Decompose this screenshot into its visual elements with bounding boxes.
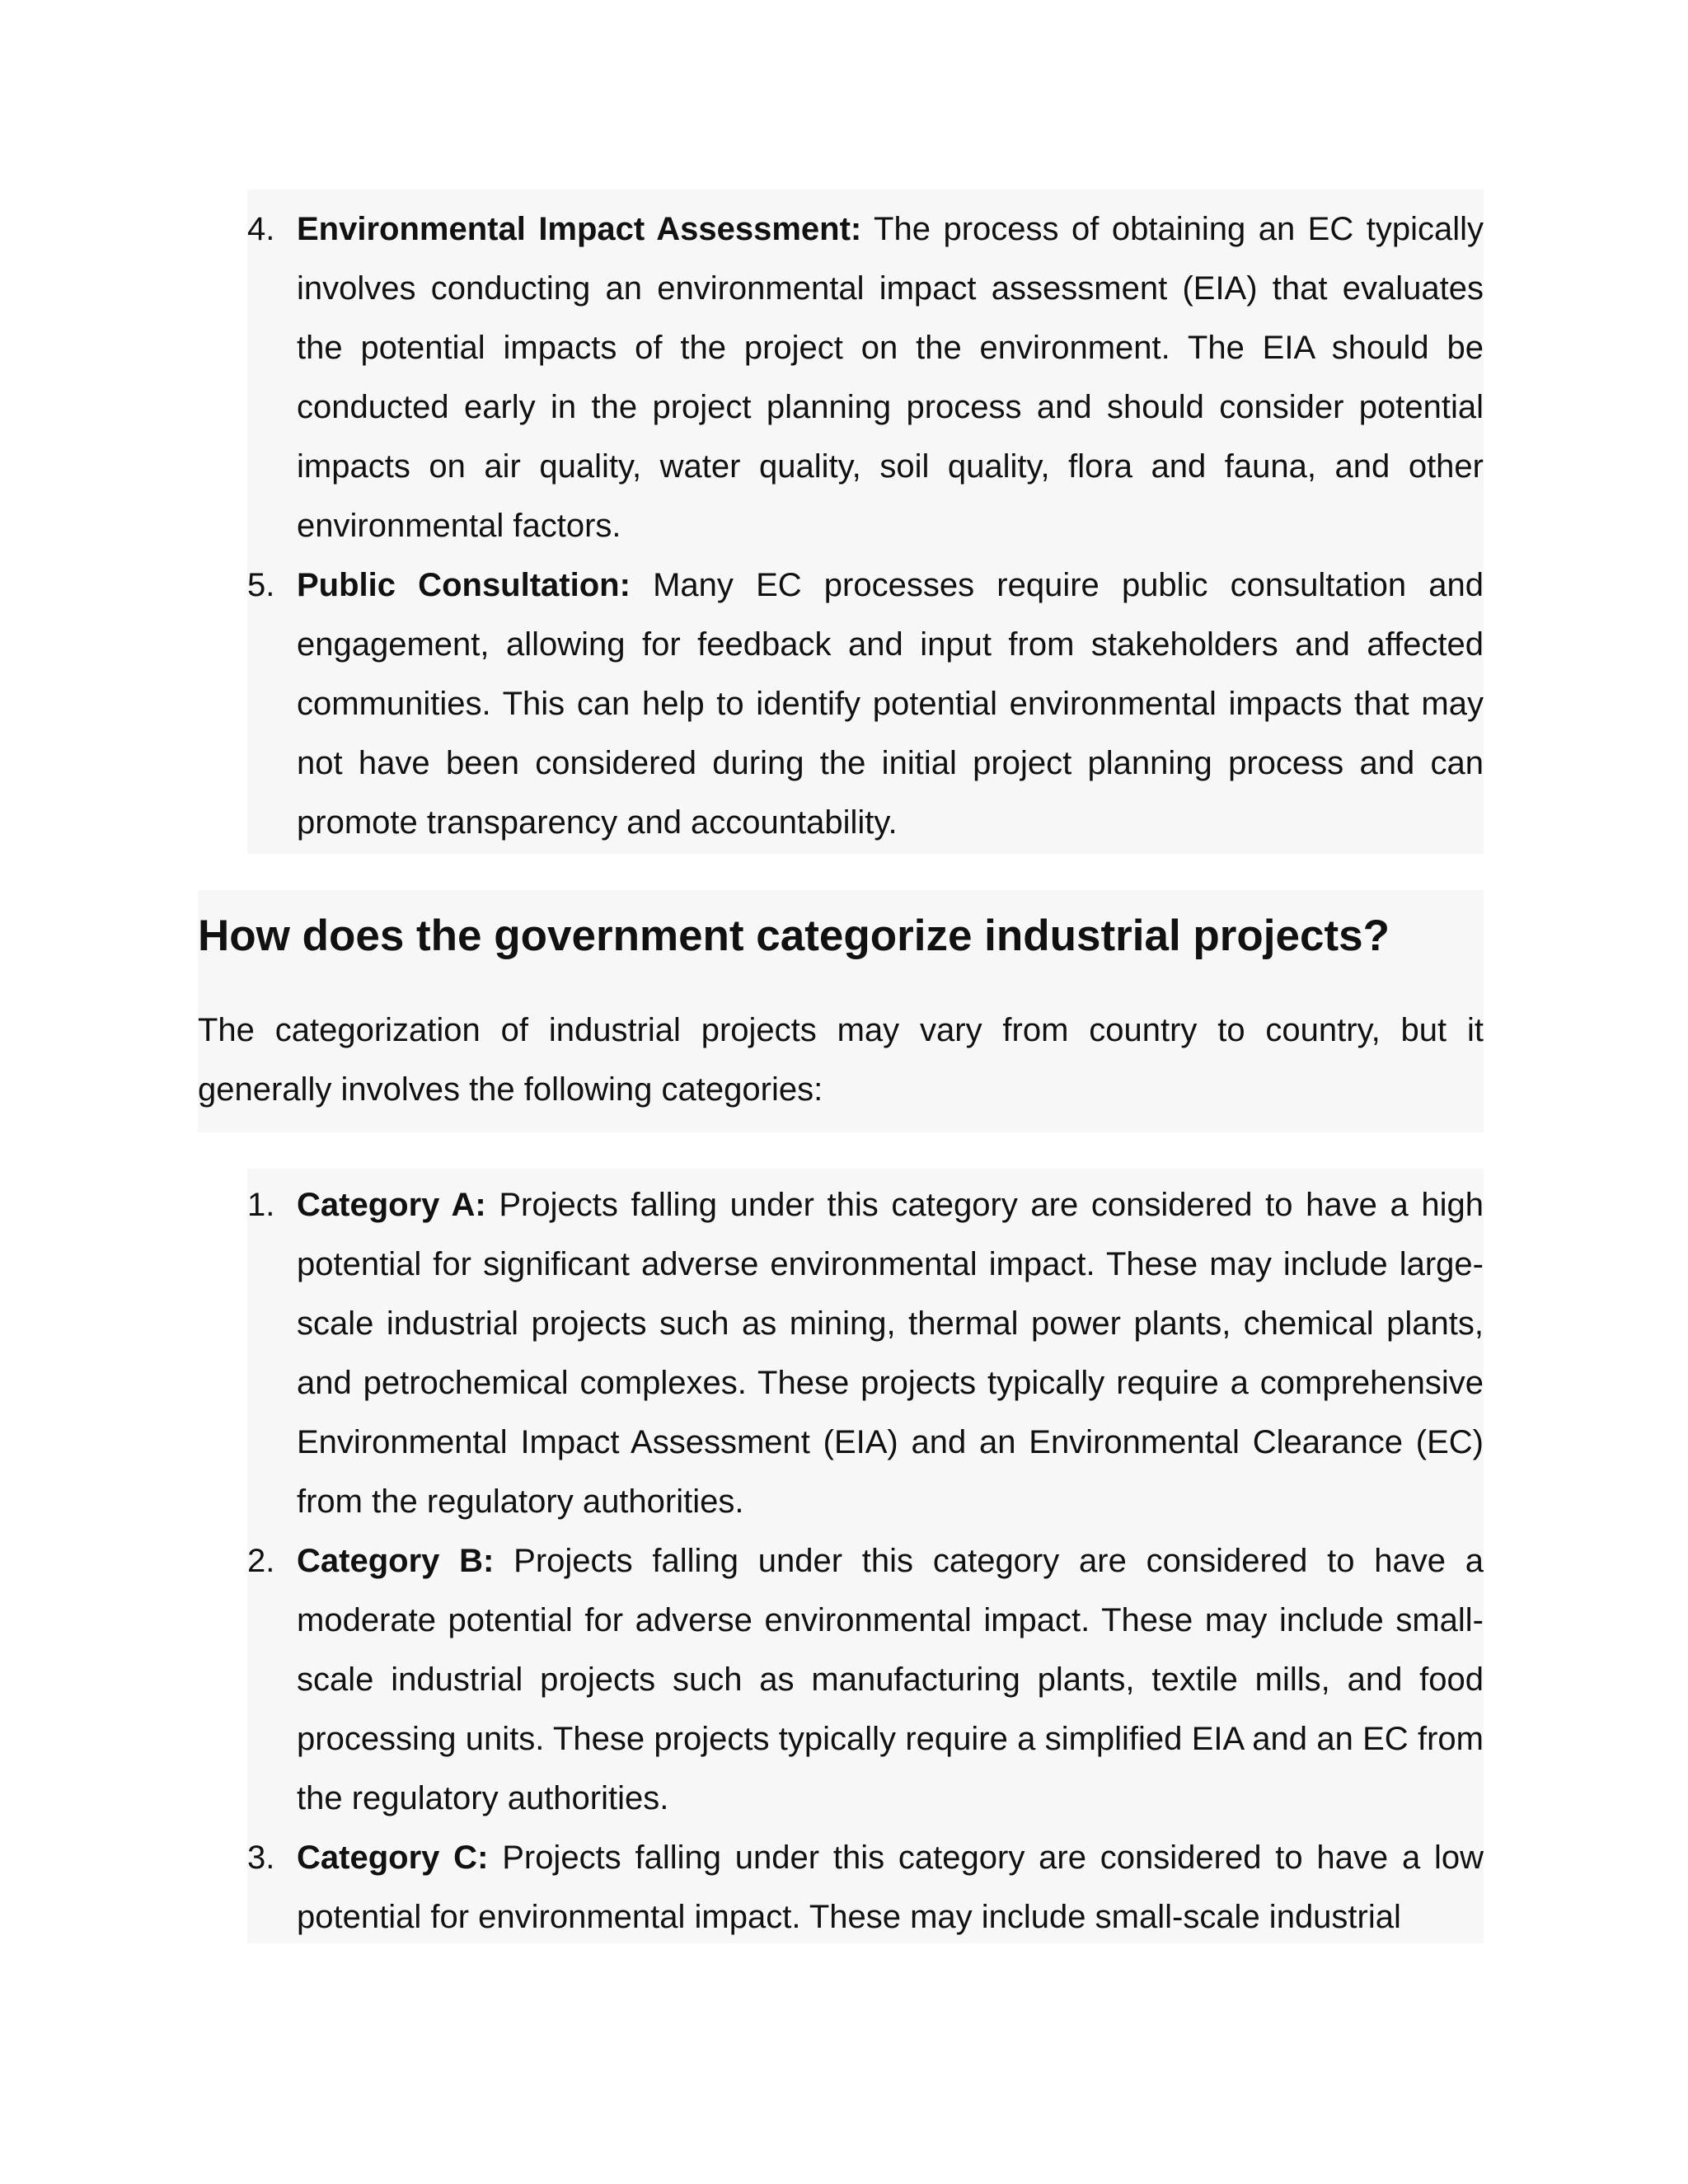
list-text: The process of obtaining an EC typically involves conducting an environmental impact assessment (EIA) that evaluates the potential impacts of the project on the environment. The EIA should be conducted early in the project planning process and should consider potential impacts on air quality, water quality, soil quality, flora and fauna, and other environmental factors. [297,211,1484,544]
list-item [247,199,1484,555]
list-text: Projects falling under this category are considered to have a moderate potential for adverse environmental impact. These may include small-scale industrial projects such as manufacturing plants, textile mills, and food processing units. These projects typically require a simplified EIA and an EC from the regulatory authorities. [297,1543,1484,1816]
list-number: 4. [247,211,275,247]
list-item [247,1828,1484,1943]
list-term: Category A: [297,1187,486,1223]
list-text: Projects falling under this category are considered to have a low potential for environmental impact. These may include small-scale industrial [297,1840,1484,1935]
list-number: 1. [247,1187,275,1223]
list-text: Projects falling under this category are considered to have a high potential for significant adverse environmental impact. These may include large-scale industrial projects such as mining, thermal power plants, chemical plants, and petrochemical complexes. These projects typically require a comprehensive Environmental Impact Assessment (EIA) and an Environmental Clearance (EC) from the regulatory authorities. [297,1187,1484,1520]
section-intro: The categorization of industrial projects may vary from country to country, but it generally involves the following categories: [198,1012,1484,1108]
list-term: Category C: [297,1840,489,1876]
list-text: Many EC processes require public consultation and engagement, allowing for feedback and input from stakeholders and affected communities. This can help to identify potential environmental impacts that may not have been considered during the initial project planning process and can promote transparency and accountability. [297,567,1484,841]
section-heading: How does the government categorize industrial projects? [198,912,1390,960]
ec-process-list [247,190,1484,854]
list-term: Public Consultation: [297,567,631,603]
category-list [247,1169,1484,1943]
list-term: Environmental Impact Assessment: [297,211,862,247]
list-item [247,555,1484,852]
list-number: 2. [247,1543,275,1579]
list-item [247,1175,1484,1531]
list-number: 5. [247,567,275,603]
list-item [247,1531,1484,1828]
list-number: 3. [247,1840,275,1876]
list-term: Category B: [297,1543,495,1579]
